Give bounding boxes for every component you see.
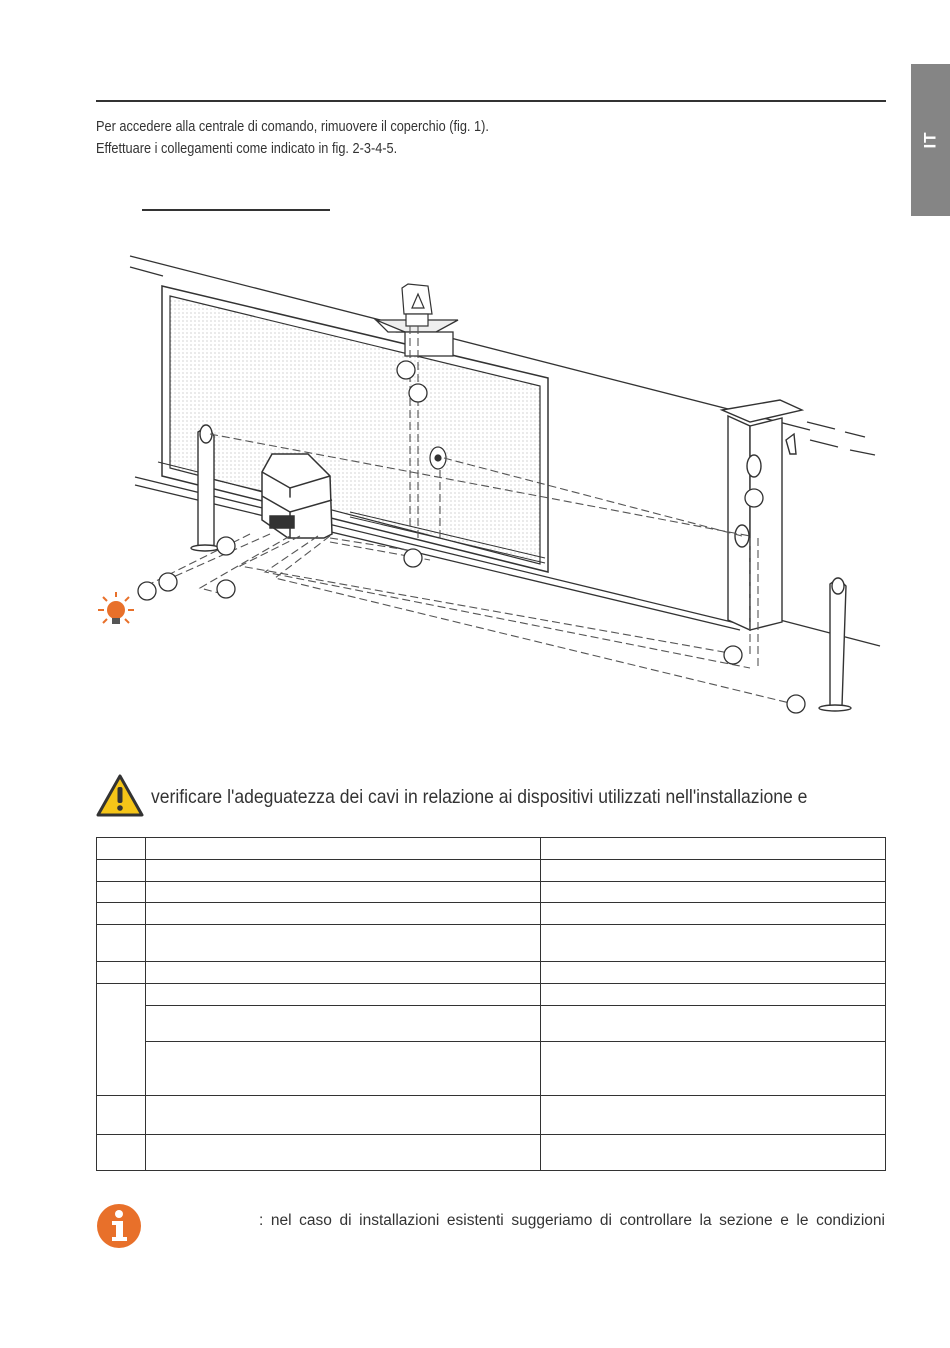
- table-cell: [97, 903, 146, 925]
- table-cell: [146, 925, 541, 962]
- table-cell: [146, 903, 541, 925]
- table-row: [97, 903, 886, 925]
- table-cell: [146, 860, 541, 882]
- table-cell: [541, 1042, 886, 1096]
- intro-text: [96, 116, 624, 160]
- gate-photocell: [430, 447, 446, 469]
- header-rule: [96, 100, 886, 102]
- table-cell: [97, 838, 146, 860]
- warning-triangle-icon: [96, 774, 144, 818]
- info-text: : nel caso di installazioni esistenti suggeriamo di controllare la sezione e le condizioni: [259, 1212, 885, 1229]
- table-cell: [97, 984, 146, 1096]
- table-row: [97, 882, 886, 903]
- table-cell: [541, 903, 886, 925]
- right-photocell-post: [819, 578, 851, 711]
- table-row: [97, 962, 886, 984]
- info-icon: [96, 1203, 142, 1249]
- flashing-lamp-icon: [98, 592, 134, 624]
- table-cell: [97, 925, 146, 962]
- table-cell: [97, 1135, 146, 1171]
- table-cell: [146, 882, 541, 903]
- table-cell: [97, 882, 146, 903]
- right-pillar: [722, 400, 802, 630]
- intro-line-1: Per accedere alla centrale di comando, rimuovere il coperchio (fig. 1).: [96, 119, 489, 135]
- table-cell: [146, 962, 541, 984]
- table-cell: [97, 1096, 146, 1135]
- installation-diagram: [90, 240, 890, 730]
- table-row: [97, 1006, 886, 1042]
- table-row: [97, 1042, 886, 1096]
- language-tab[interactable]: [911, 64, 950, 216]
- gate-panel: [162, 286, 548, 572]
- table-cell: [541, 925, 886, 962]
- table-cell: [146, 1135, 541, 1171]
- language-tab-label: IT: [920, 131, 940, 149]
- table-cell: [541, 838, 886, 860]
- table-cell: [97, 962, 146, 984]
- table-cell: [541, 984, 886, 1006]
- table-cell: [541, 882, 886, 903]
- warning-note: [96, 774, 896, 820]
- info-note: [96, 1203, 888, 1253]
- cable-table: [96, 837, 886, 1171]
- table-cell: [541, 1006, 886, 1042]
- table-cell: [146, 1096, 541, 1135]
- table-cell: [146, 984, 541, 1006]
- table-cell: [97, 860, 146, 882]
- table-cell: [541, 860, 886, 882]
- antenna-light: [402, 284, 432, 326]
- table-row: [97, 984, 886, 1006]
- table-row: [97, 1096, 886, 1135]
- table-row: [97, 860, 886, 882]
- motor-unit: [262, 454, 332, 538]
- table-cell: [146, 1006, 541, 1042]
- intro-line-2: Effettuare i collegamenti come indicato in fig. 2-3-4-5.: [96, 141, 398, 157]
- table-cell: [541, 1135, 886, 1171]
- warning-text: verificare l'adeguatezza dei cavi in relazione ai dispositivi utilizzati nell'installazione e: [151, 786, 808, 808]
- table-cell: [541, 962, 886, 984]
- figure-title-rule: [142, 209, 330, 211]
- table-row: [97, 838, 886, 860]
- table-cell: [146, 1042, 541, 1096]
- table-cell: [146, 838, 541, 860]
- table-row: [97, 1135, 886, 1171]
- table-row: [97, 925, 886, 962]
- table-cell: [541, 1096, 886, 1135]
